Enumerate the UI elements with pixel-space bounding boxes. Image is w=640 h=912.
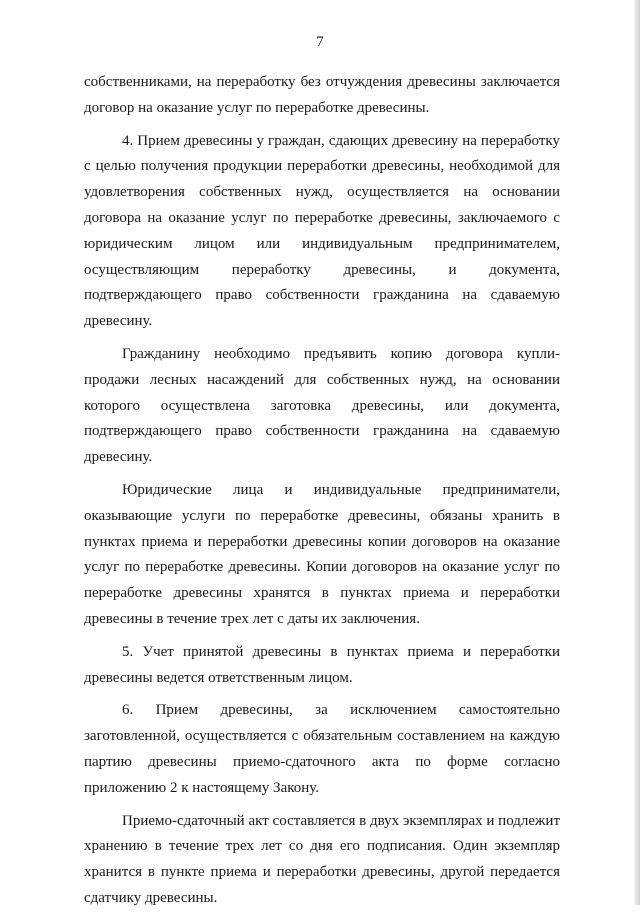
- paragraph-continuation: собственниками, на переработку без отчуждения древесины заключается договор на оказание услуг по переработке древесины.: [84, 74, 560, 116]
- paragraph-citizen-copy: Гражданину необходимо предъявить копию договора купли-продажи лесных насаждений для собственных нужд, на основании которого осуществлена заготовка древесины, или документа, подтверждающего право собственности гражданина на сдаваемую древесину.: [84, 345, 560, 466]
- paragraph-acceptance-act: Приемо-сдаточный акт составляется в двух экземплярах и подлежит хранению в течение трех лет со дня его подписания. Один экземпляр хранится в пункте приема и переработки древесины, другой передается сдатчику древесины.: [84, 812, 560, 906]
- paragraph-item-4: 4. Прием древесины у граждан, сдающих древесину на переработку с целью получения продукции переработки древесины, необходимой для удовлетворения собственных нужд, осуществляется на основании договора на оказание услуг по переработке древесины, заключаемого с юридическим лицом или индивидуальным предпринимателем, осуществляющим переработку древесины, и документа, подтверждающего право собственности гражданина на сдаваемую древесину.: [84, 132, 560, 330]
- paragraph-legal-entities: Юридические лица и индивидуальные предприниматели, оказывающие услуги по переработке древесины, обязаны хранить в пунктах приема и переработки древесины копии договоров на оказание услуг по переработке древесины. Копии договоров на оказание услуг по переработке древесины хранятся в пунктах приема и переработки древесины в течение трех лет с даты их заключения.: [84, 481, 560, 627]
- scan-edge-shadow: [634, 0, 640, 905]
- paragraph-item-5: 5. Учет принятой древесины в пунктах приема и переработки древесины ведется ответственным лицом.: [84, 643, 560, 686]
- page-number: 7: [316, 34, 324, 50]
- document-body: [84, 70, 560, 912]
- paragraph-item-6: 6. Прием древесины, за исключением самостоятельно заготовленной, осуществляется с обязательным составлением на каждую партию древесины приемо-сдаточного акта по форме согласно приложению 2 к настоящему Закону.: [84, 702, 560, 796]
